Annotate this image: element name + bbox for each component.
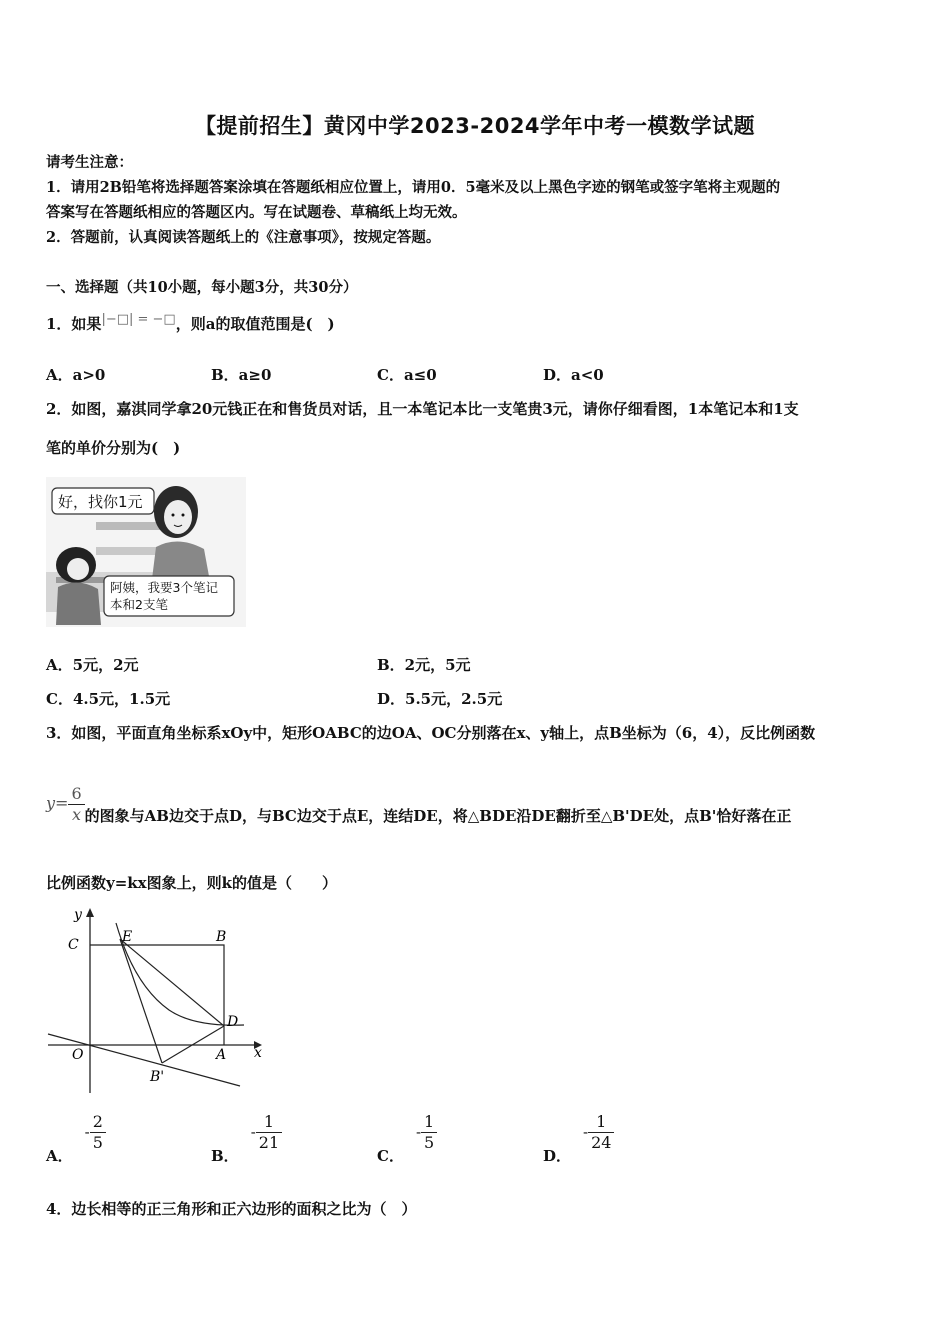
q1-formula: |−□| = −□	[101, 312, 176, 327]
q3-option-a[interactable]	[46, 1112, 106, 1165]
q3-func-fraction	[68, 784, 84, 825]
q3-option-a-den: 5	[92, 1133, 103, 1152]
q3-option-d-sign: -	[583, 1122, 589, 1141]
bubble-girl-text-2: 本和2支笔	[110, 597, 168, 612]
label-x: x	[254, 1045, 262, 1061]
q3-option-a-sign: -	[84, 1122, 90, 1141]
q3-line3: 比例函数y=kx图象上，则k的值是（ ）	[46, 874, 338, 892]
q3-option-a-label: A．	[46, 1146, 73, 1165]
q3-func-den: x	[72, 805, 82, 824]
shop-illustration	[46, 477, 246, 627]
rectangle-oabc	[90, 945, 224, 1045]
label-b-prime: B'	[150, 1069, 165, 1085]
section-heading: 一、选择题（共10小题，每小题3分，共30分）	[46, 279, 358, 296]
q3-option-b[interactable]	[211, 1112, 282, 1165]
q3-line2-wrap	[46, 784, 791, 825]
bubble-clerk-text: 好，找你1元	[58, 493, 143, 511]
q3-option-d-den: 24	[591, 1133, 612, 1152]
question-1	[46, 313, 335, 334]
q3-option-b-fraction	[256, 1112, 282, 1153]
q3-line2: 的图象与AB边交于点D，与BC边交于点E，连结DE，将△BDE沿DE翻折至△B'DE处，点B'恰好落在正	[84, 806, 792, 825]
q3-option-c-sign: -	[415, 1122, 422, 1141]
label-c: C	[68, 937, 79, 953]
q1-option-c[interactable]: C．a≤0	[377, 366, 437, 384]
q3-option-d-num: 1	[588, 1112, 614, 1133]
q3-option-c-num: 1	[421, 1112, 437, 1133]
notice-line1b: 答案写在答题纸相应的答题区内。写在试题卷、草稿纸上均无效。	[46, 204, 467, 221]
notice-line2: 2．答题前，认真阅读答题纸上的《注意事项》，按规定答题。	[46, 229, 441, 246]
label-y: y	[74, 907, 82, 923]
label-d: D	[227, 1014, 239, 1030]
q1-option-b[interactable]: B．a≥0	[211, 366, 272, 384]
q3-option-c[interactable]	[377, 1112, 437, 1165]
q3-option-b-sign: -	[250, 1122, 256, 1141]
q3-option-b-label: B．	[211, 1146, 239, 1165]
y-axis-arrow-icon	[86, 908, 94, 917]
label-o: O	[72, 1047, 84, 1063]
q1-prefix: 1．如果	[46, 315, 102, 333]
question-4: 4．边长相等的正三角形和正六边形的面积之比为（ ）	[46, 1200, 417, 1218]
q3-func-eq: =	[55, 793, 69, 813]
label-b: B	[216, 929, 227, 945]
q3-option-a-fraction	[90, 1112, 106, 1153]
segment-de	[120, 939, 224, 1026]
q2-line2: 笔的单价分别为( )	[46, 439, 181, 457]
q2-option-b[interactable]: B．2元，5元	[377, 656, 471, 674]
q3-option-b-num: 1	[256, 1112, 282, 1133]
q3-func-y: y	[46, 793, 56, 813]
q2-option-a[interactable]: A．5元，2元	[46, 656, 139, 674]
q1-suffix: ，则a的取值范围是( )	[175, 315, 335, 333]
q3-func-num: 6	[68, 784, 84, 805]
q3-option-d-fraction	[588, 1112, 614, 1153]
q2-line1: 2．如图，嘉淇同学拿20元钱正在和售货员对话，且一本笔记本比一支笔贵3元，请你仔细看图，1本笔记本和1支	[46, 400, 799, 418]
q2-option-c[interactable]: C．4.5元，1.5元	[46, 690, 171, 708]
q3-option-a-num: 2	[90, 1112, 106, 1133]
notice-heading: 请考生注意：	[46, 154, 133, 171]
q3-option-c-den: 5	[424, 1133, 435, 1152]
q1-option-a[interactable]: A．a>0	[46, 366, 106, 384]
q3-option-c-label: C．	[377, 1146, 404, 1165]
notice-line1a: 1．请用2B铅笔将选择题答案涂填在答题纸相应位置上，请用0．5毫米及以上黑色字迹的钢笔或签字笔将主观题的	[46, 179, 781, 196]
q1-option-d[interactable]: D．a<0	[543, 366, 604, 384]
bubble-girl-text-1: 阿姨，我要3个笔记	[110, 580, 218, 595]
label-e: E	[122, 929, 133, 945]
label-a: A	[216, 1047, 227, 1063]
coordinate-figure	[44, 905, 264, 1095]
q2-option-d[interactable]: D．5.5元，2.5元	[377, 690, 503, 708]
q3-option-b-den: 21	[258, 1133, 280, 1152]
q3-option-d-label: D．	[543, 1146, 572, 1165]
page-title: 【提前招生】黄冈中学2023-2024学年中考一模数学试题	[194, 114, 756, 138]
q3-figure	[44, 905, 264, 1095]
q2-figure	[46, 477, 246, 627]
q3-option-d[interactable]	[543, 1112, 614, 1165]
q3-line1: 3．如图，平面直角坐标系xOy中，矩形OABC的边OA、OC分别落在x、y轴上，点B坐标为（6，4），反比例函数	[46, 724, 816, 742]
q3-option-c-fraction	[421, 1112, 437, 1153]
